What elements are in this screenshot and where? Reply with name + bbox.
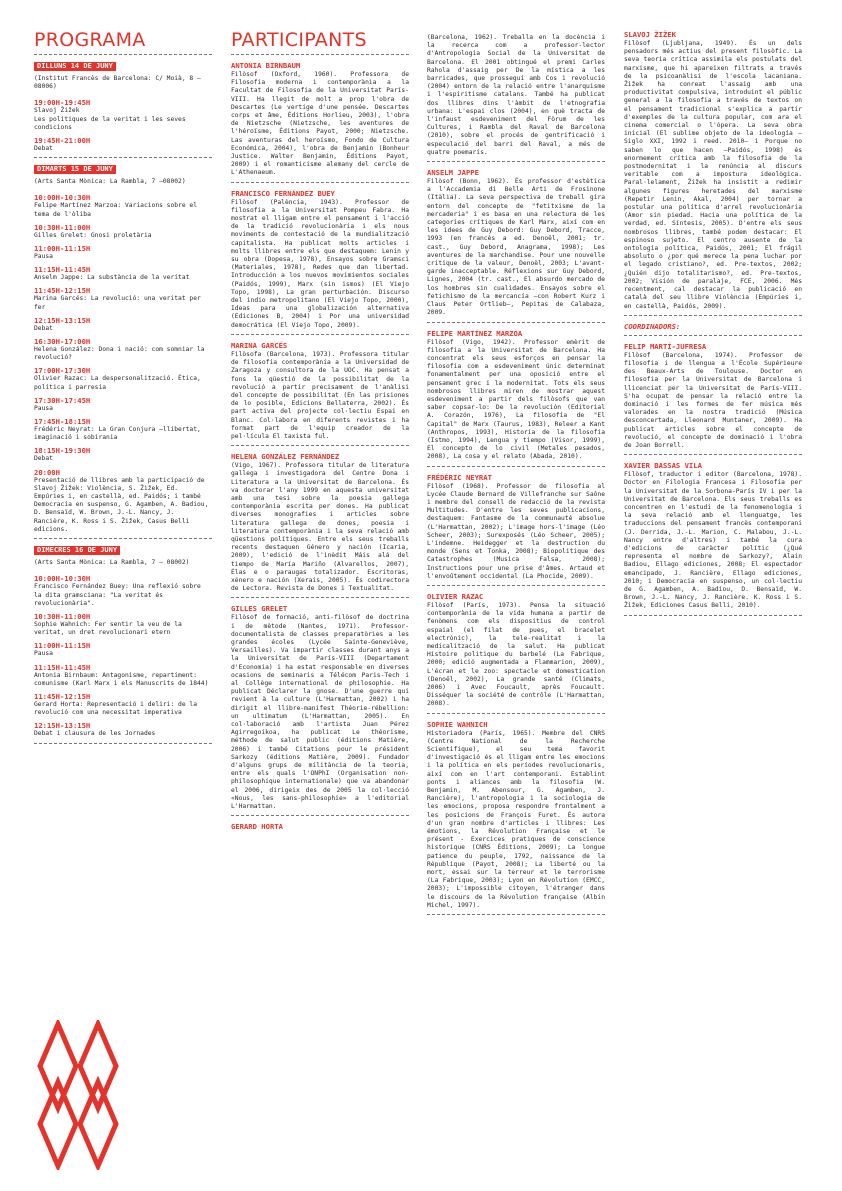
event-desc: Anselm Jappe: La substància de la veritat	[34, 274, 190, 282]
participant-name: OLIVIER RAZAC	[427, 591, 484, 601]
divider	[624, 454, 802, 455]
venue: (Arts Santa Mònica: La Rambla, 7 – 08002)	[34, 559, 190, 567]
participant-entry	[231, 341, 409, 441]
event-desc: Pausa	[34, 253, 53, 261]
coordinator-name: XAVIER BASSAS VILA	[624, 461, 702, 471]
event-time: 11:00H-11:15H	[34, 244, 91, 254]
participant-name: HELENA GONZÁLEZ FERNÁNDEZ	[231, 452, 340, 462]
event-desc: Frédéric Neyrat: La Gran Conjura –llibertat, imaginació i sobirania	[34, 426, 201, 442]
event-time: 10:00H-10:30H	[34, 574, 91, 584]
event-desc: Olivier Razac: La despersonalització. Ètica, política i parresia	[34, 375, 201, 391]
event-time: 10:30H-11:00H	[34, 611, 91, 621]
participant-bio: Filòsof (Bonn, 1962). És professor d'estètica a l'Accademia di Belle Arti de Frosinone (Itàlia). La seva perspectiva de treball gira entorn del concepte de "fetitxisme de la mercaderia" i es basa en una relectura de les categories crítiques de Karl Marx, així com en les idees de Guy Debord: Guy Debord, Tracce, 1993 (en francès a ed. Denoël, 2001; tr. cast., Guy Debord, Anagrama, 1998); Les aventures de la marchandise. Pour une nouvelle critique de la valeur, Denoël, 2003; L'avant-garde inacceptable. Réflexions sur Guy Debord, Lignes, 2004 (tr. cast., El absurdo mercado de los hombres sin cualidades. Ensayos sobre el fetichismo de la mercancía –con Robert Kurz i Claus Peter Ortlieb–, Pepitas de Calabaza, 2009.	[427, 178, 605, 317]
coordinators-heading: COORDINADORS:	[624, 321, 681, 331]
divider	[624, 315, 802, 316]
divider	[624, 335, 802, 336]
festival-monogram-logo	[36, 1020, 120, 1170]
participant-bio: Historiadora (París, 1965). Membre del CNRS (Centre National de la Recherche Scientifique), el seu tema favorit d'investigació és el lligam entre les emocions i la política en els períodes revolucionaris, així com en l'art contemporani. Establint ponts i aliances amb la filosofia (W. Benjamin, M. Abensour, G. Agamben, J. Rancière), l'antropologia i la sociologia de les emocions, proposa respondre frontalment a les posicions de François Furet. És autora d'un gran nombre d'articles i llibres: Les émotions, la Révolution Française et le présent - Exercices pratiques de conscience historique (CNRS Éditions, 2009); La longue patience du peuple, 1792, naissance de la République (Payot, 2008); La liberté ou la mort, essai sur la terreur et le terrorisme (La Fabrique, 2003); Lyon en Révolution (EMCC, 2003); L'impossible citoyen, l'étranger dans le discours de la Révolution française (Albin Michel, 1997).	[427, 729, 605, 909]
event-desc: Debat	[34, 145, 53, 153]
event-desc: Felipe Martínez Marzoa: Variacions sobre el tema de l'òliba	[34, 202, 198, 218]
divider	[231, 334, 409, 335]
programa-title: PROGRAMA	[34, 29, 146, 51]
participant-entry	[231, 604, 409, 811]
divider	[427, 713, 605, 714]
participant-entry	[231, 452, 409, 593]
day-label: DILLUNS 14 DE JUNY	[34, 62, 116, 71]
event-time: 17:30H-17:45H	[34, 395, 91, 405]
participant-name: FRANCISCO FERNÁNDEZ BUEY	[231, 188, 335, 198]
divider	[427, 914, 605, 915]
divider	[34, 157, 212, 158]
divider	[427, 585, 605, 586]
event-time: 17:45H-18:15H	[34, 417, 91, 427]
participant-entry	[624, 30, 802, 311]
participant-bio: Filòsof (Ljubljana, 1949). És un dels pensadors més actius del present filosòfic. La seva teoria crítica assimila els postulats del marxisme, que hi apareixen filtrats a través de la psicoanàlisi de l'escola lacaniana. Žižek ha conreat l'assaig amb una productivitat compulsiva, introduint el públic general a la filosofia a través de textos on el pensament tradicional s'explica a partir d'exemples de la cultura popular, com ara el cinema comercial o l'òpera. La seva obra inicial (El sublime objeto de la ideología –Siglo XXI, 1992 i reed. 2010– i Porque no saben lo que hacen –Paidós, 1998) és enormement crítica amb la filosofia de la postmodernitat i la renúncia al discurs veritable com a impostura ideològica. Paral·lelament, Žižek ha insistit a redimir algunes figures heretades del marxisme (Repetir Lenin, Akal, 2004) per tornar a postular una política d'arrel revolucionària (Amor sin piedad. Hacia una política de la verdad, ed. Síntesis, 2005). D'entre els seus nombrosos llibres, també podem destacar: El espinoso sujeto. El centro ausente de la ontología política, Paidós, 2001; El frágil absoluto o ¿por qué merece la pena luchar por el legado cristiano?, ed. Pre-textos, 2002; ¿Quién dijo totalitarismo?, ed. Pre-textos, 2002; Visión de paralaje, FCE, 2006. Més recentment, cal destacar la publicació en català del seu llibre Violència (Empúries i, en castellà, Paidós, 2009).	[624, 40, 802, 310]
event-time: 11:15H-11:45H	[34, 662, 91, 672]
event-desc: Helena González: Dona i nació: com somniar la revolució?	[34, 346, 205, 362]
day-label: DIMECRES 16 DE JUNY	[34, 546, 120, 555]
participant-entry	[427, 720, 605, 910]
event-time: 17:00H-17:30H	[34, 366, 91, 376]
event-desc: Pausa	[34, 404, 53, 412]
event-time: 19:00H-19:45H	[34, 98, 91, 108]
coordinator-name: FELIP MARTÍ-JUFRESA	[624, 341, 707, 351]
divider	[34, 54, 212, 55]
participant-entry	[427, 168, 605, 317]
coordinator-entry	[624, 342, 802, 450]
event-time: 10:30H-11:00H	[34, 222, 91, 232]
participant-name: ANSELM JAPPE	[427, 168, 479, 178]
participants-title: PARTICIPANTS	[231, 29, 367, 51]
participant-bio: Filòsof (Vigo, 1942). Professor emèrit de filosofia a la Universitat de Barcelona. Ha concentrat els seus esforços en pensar la filosofia com a esdeveniment únic determinat fonamentalment per una oposició entre el pensament grec i la modernitat. Tots els seus nombrosos llibres miren de mostrar aquest esdeveniment a partir dels filòsofs que van saber copsar-lo: De la revolución (Editorial A. Corazón, 1976), La filosofía de "El Capital" de Marx (Taurus, 1983), Releer a Kant (Anthropos, 1993), Historia de la filosofía (Istmo, 1994), Lengua y tiempo (Visor, 1999), El concepto de lo civil (Metales pesados, 2008), La cosa y el relato (Abada, 2010).	[427, 338, 605, 461]
participants-column-1	[231, 30, 409, 832]
participant-entry	[427, 473, 605, 581]
event-desc: Francisco Fernández Buey: Una reflexió sobre la dita gramsciana: "La veritat és revolucionària".	[34, 583, 201, 607]
divider	[624, 615, 802, 616]
event-time: 11:45H-12:15H	[34, 286, 91, 296]
divider	[427, 322, 605, 323]
event-time: 11:15H-11:45H	[34, 265, 91, 275]
venue: (Institut Francès de Barcelona: C/ Moià, 8 –08006)	[34, 75, 201, 91]
event-time: 18:15H-19:30H	[34, 446, 91, 456]
programa-column	[34, 30, 212, 750]
participant-name: GILLES GRELET	[231, 604, 288, 614]
event-desc: Debat	[34, 455, 53, 463]
event-desc: Slavoj Žižek Les polítiques de la veritat i les seves condicions	[34, 107, 186, 131]
event-desc: Antonia Birnbaum: Antagonisme, repartiment: comunisme (Karl Marx i els Manuscrits de 1844)	[34, 671, 209, 687]
day-label: DIMARTS 15 DE JUNY	[34, 165, 116, 174]
participant-name: FELIPE MARTÍNEZ MARZOA	[427, 328, 523, 338]
event-desc: Gilles Grelet: Gnosi proletària	[34, 231, 152, 239]
participant-name: FRÉDÉRIC NEYRAT	[427, 472, 492, 482]
event-time: 20:00H	[34, 467, 60, 477]
divider	[231, 597, 409, 598]
event-time: 10:00H-10:30H	[34, 193, 91, 203]
participant-entry	[231, 61, 409, 178]
participant-bio: Filòsof (París, 1973). Pensa la situació contemporània de la vida humana a partir de fenòmens com els dispositius de control espaial (el filat de pues, el bracelet electrònic), la tele-realitat i la medicalització de la salut. Ha publicat Histoire politique du barbelé (La Fabrique, 2000; edició augmentada a Flammarion, 2009), L'écran et le zoo: spectacle et domestication (Denoël, 2002), La grande santé (Climats, 2006) i Avec Foucault, après Foucault. Disséquer la société de contrôle (L'Harmattan, 2008).	[427, 601, 605, 708]
divider	[427, 161, 605, 162]
divider	[427, 466, 605, 467]
event-time: 19:45H-21:00H	[34, 136, 91, 146]
event-desc: Marina Garcés: La revolució: una veritat per fer	[34, 295, 201, 311]
participant-name: ANTONIA BIRNBAUM	[231, 61, 301, 70]
participant-entry	[427, 592, 605, 709]
participants-column-3	[624, 30, 802, 622]
participant-name: SLAVOJ ŽIŽEK	[624, 30, 676, 39]
participant-entry	[231, 189, 409, 330]
divider	[231, 445, 409, 446]
divider	[231, 182, 409, 183]
divider	[34, 743, 212, 744]
coordinator-bio: Filòsof, traductor i editor (Barcelona, 1978). Doctor en Filologia Francesa i Filosofia per la Universitat de la Sorbona-París IV i per la Universitat de Barcelona. Els seus treballs es concentren en l'estudi de la fenomenologia i la seva relació amb el llenguatge, les traduccions del pensament francès contemporani (J. Derrida, J.-L. Marion, C. Malabou, J.-L. Nancy entre d'altres) i també la cura d'edicions de caràcter polític (¿Qué representa el nombre de Sarkozy?, Alain Badiou, Ellago ediciones, 2008; El espectador emancipado, J. Rancière, Ellago ediciones, 2010; i Democracia en suspenso, un col·lectiu de G. Agamben, A. Badiou, D. Bensaïd, W. Brown, J.-L. Nancy, J. Rancière. K. Ross i S. Žižek, Ediciones Casus Belli, 2010).	[624, 471, 802, 610]
coordinator-entry	[624, 461, 802, 610]
day-section	[34, 164, 212, 534]
event-time: 12:15H-13:15H	[34, 315, 91, 325]
participant-name: MARINA GARCÉS	[231, 340, 288, 350]
event-desc: Sophie Wahnich: Fer sentir la veu de la veritat, un dret revolucionari etern	[34, 620, 182, 637]
participant-name: GERARD HORTA	[231, 822, 283, 832]
day-section	[34, 61, 212, 153]
divider	[231, 54, 409, 55]
event-time: 16:30H-17:00H	[34, 337, 91, 347]
venue: (Arts Santa Mònica: La Rambla, 7 –08002)	[34, 178, 186, 186]
participant-entry	[231, 822, 409, 831]
participant-bio: Filòsof (1968). Professor de filosofia al Lycée Claude Bernard de Villefranche sur Saône i membre del consell de redacció de la revista Multitudes. D'entre les seves publicacions, destaquem: Fantasme de la communauté absolue (L'Harmattan, 2002); L'image hors-l'image (Léo Scheer, 2003); Surexposés (Léo Scheer, 2005); L'indemne. Heidegger et la destruction du monde (Sens et Tonka, 2008); Biopolitique des Catastrophes (Musica Falsa, 2008); Instructions pour une prise d'âmes. Artaud et l'envoûtement occidental (La Phocide, 2009).	[427, 482, 605, 580]
event-time: 11:00H-11:15H	[34, 641, 91, 651]
participant-bio: Filòsof de formació, anti-filòsof de doctrina i de mètode (Nantes, 1971). Professor-documentalista de classes preparatòries a les grandes écoles (Lycée Sainte-Geneviève, Versailles). Va impartir classes durant anys a la Universitat de París-VIII (Departament d'Economia) i ha estat responsable en diverses ocasions de seminaris a Télécom Paris-Tech i al Collège international de philosophie. Ha publicat Déclarer la gnose. D'une guerre qui revient à la culture (L'Harmattan, 2002) i ha dirigit el llibre-manifest Théorie-rébellion: un ultimatum (L'Harmattan, 2005). En col·laboració amb l'artista Juan Pérez Agirregoikoa, ha publicat Le théorisme, méthode de salut public (éditions Matière, 2006) i també Citations pour le président Sarkozy (éditions Matière, 2009). Fundador d'alguns grups de militància de la teoria, entre els quals l'ONPhI (Organisation non-philosophique internationale) que va abandonar el 2006, dirigeix des de 2005 la col·lecció «Nous, les sans-philosophie» a l'editorial L'Harmattan.	[231, 614, 409, 811]
divider	[34, 538, 212, 539]
participant-bio: Filòsof (Palència, 1943). Professor de filosofia a la Universitat Pompeu Fabra. Ha mostrat el lligam entre el pensament i l'acció de la tradició revolucionària i els nous moviments de contestació de la mundialització capitalista. Ha publicat molts articles i molts llibres entre els que destaquem: Lenin y su obra (Dopesa, 1978), Ensayos sobre Gramsci (Materiales, 1978), Redes que dan libertad. Introducción a los nuevos movimientos sociales (Paidós, 1999), Marx (sin ismos) (El Viejo Topo, 1998), La gran perturbación. Discurso del indio metropolitano (El Viejo Topo, 2000), Ideas para una globalización alternativa (Ediciones B, 2004) i Por una universidad democrática (El Viejo Topo, 2009).	[231, 198, 409, 329]
event-desc: Debat i clausura de les Jornades	[34, 730, 156, 738]
participant-name: SOPHIE WAHNICH	[427, 719, 488, 729]
participant-entry	[427, 329, 605, 462]
divider	[231, 815, 409, 816]
coordinator-bio: Filòsof (Barcelona, 1974). Professor de filosofia i de llengua a l'École Supérieure des Beaux-Arts de Toulouse. Doctor en filosofia per la Universitat de Barcelona i llicenciat per la Universitat de París-VIII. S'ha ocupat de pensar la relació entre la dominació i les formes de fer música més valorades en la nostra tradició (Música desconcertada, Lleonard Muntaner, 2009). Ha publicat articles sobre el concepte de revolució, el concepte de dominació i l'obra de Joan Borrell.	[624, 351, 802, 449]
event-desc: Pausa	[34, 650, 53, 658]
day-section	[34, 545, 212, 738]
event-time: 11:45H-12:15H	[34, 691, 91, 701]
participant-bio: Filòsof (Oxford, 1960). Professora de Filosofia moderna i contemporània a la Facultat de Filosofia de la Universitat París-VIII. Ha llegit de molt a prop l'obra de Descartes (Le vertige d'une pensée. Descartes corps et âme, Éditions Horlieu, 2003), l'obra de Nietzsche (Nietzsche, les aventures de l'héroïsme, Éditions Payot, 2000; Nietzsche. Las aventuras del heroísmo, Fondo de Cultura Económica, 2004), l'obra de Benjamin (Bonheur Justice. Walter Benjamin, Éditions Payot, 2009) i el romanticisme alemany del cercle de L'Athenaeum.	[231, 71, 409, 177]
event-desc: Debat	[34, 324, 53, 332]
participants-column-2	[427, 34, 605, 921]
event-desc: Presentació de llibres amb la participació de Slavoj Žižek: Violència, S. Žižek, Ed. Empúries i, en castellà, ed. Paidós; i també Democracia en suspenso, G. Agamben, A. Badiou, D. Bensaïd, W. Brown, J.-L. Nancy, J. Rancière, K. Ross i S. Žižek, Casus Belli edicions.	[34, 476, 209, 533]
participant-bio: Filòsofa (Barcelona, 1973). Professora titular de filosofia contemporània a la Universidad de Zaragoza y consultora de la UOC. Ha pensat a fons la qüestió de la possibilitat de la revolució a partir precisament de l'anàlisi del concepte de possibilitat (En las prisiones de lo posible, Edicions Bellaterra, 2002). És part activa del projecte col·lectiu Espai en Blanc. Col·labora en diferents revistes i ha format part de l'equip creador de la pel·lícula El taxista ful.	[231, 350, 409, 440]
event-time: 12:15H-13:15H	[34, 721, 91, 731]
participant-bio: (Barcelona, 1962). Treballa en la docència i la recerca com a professor-lector d'Antropologia Social de la Universitat de Barcelona. El 2001 obtingué el premi Carles Rahola d'assaig per De la mística a les barricades, que prosseguí amb Cos i revolució (2004) entorn de la relació entre l'anarquisme i l'espiritisme catalans. També ha publicat dos llibres dins l'àmbit de l'etnografia urbana: L'espai clos (2004), en què tracta de l'infaust esdeveniment del Fòrum de les Cultures, i Rambla del Raval de Barcelona (2010), sobre el procés de gentrificació i especulació del barri del Raval, a més de quatre poemaris.	[427, 34, 605, 156]
event-desc: Gerard Horta: Representació i deliri: de la revolució com una necessitat imperativa	[34, 700, 198, 717]
participant-bio: (Vigo, 1967). Professora titular de literatura gallega i investigadora del Centre Dona i Literatura a la Universitat de Barcelona. És va doctorar l'any 1999 en aquesta universitat amb una tesi sobre la poesia gallega contemporània escrita per dones. Ha publicat diverses monografies i articles sobre literatura gallega de dones, poesia i literatura contemporània i la seva relació amb qüestions polítiques. Entre els seus treballs recents destaquen Género y nación (Icaria, 2009), l'edició de l'inèdit Máis alá del tiempo de María Mariño (Alvarellos, 2007), Élas e o paraugas totalizador. Escritoras, xénero e nación (Xerais, 2005). És codirectora de Lectora. Revista de Dones i Textualitat.	[231, 462, 409, 593]
